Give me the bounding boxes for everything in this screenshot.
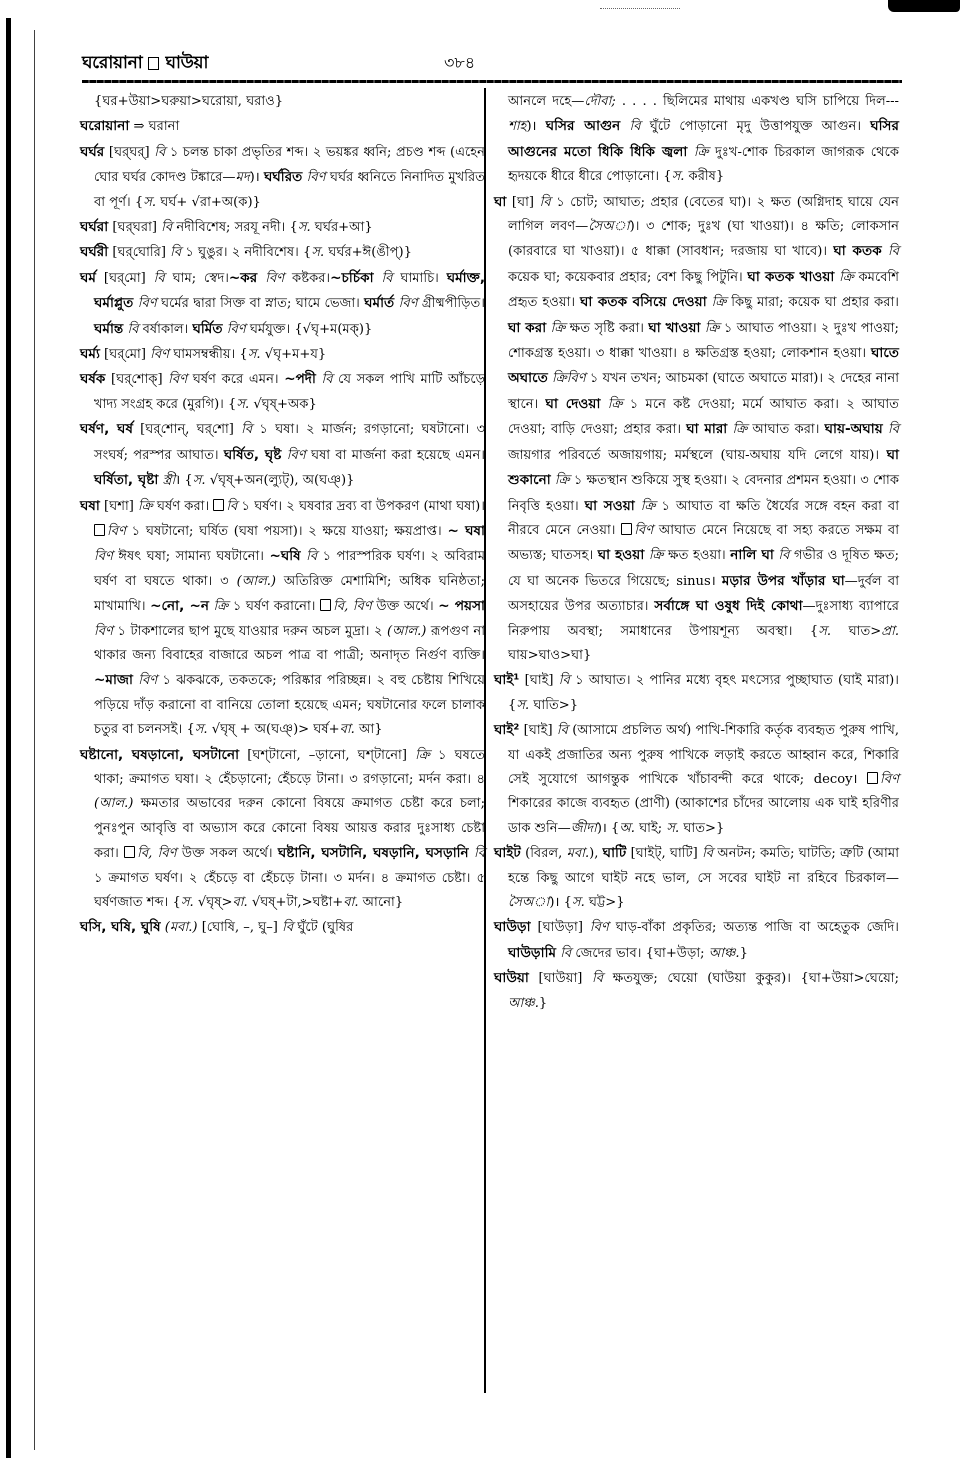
sense-box-icon bbox=[213, 499, 224, 511]
definition-text: কষ্টকর। bbox=[284, 270, 331, 286]
headword: ঘসির আগুন bbox=[545, 118, 621, 135]
definition-text: ১ চলন্ত চাকা প্রভৃতির শব্দ। ২ ভয়ঙ্কর ধ্বনি; প্রচণ্ড শব্দ (এহেন ঘোর ঘর্ঘর কোদণ্ড টঙ্কারে— bbox=[94, 144, 486, 186]
grammar-label: ক্রি bbox=[550, 320, 566, 336]
grammar-label: বি bbox=[161, 220, 173, 236]
headword: ঘষ্টানি, ঘসটানি, ঘষড়ানি, ঘসড়ানি bbox=[277, 845, 469, 862]
definition-text: ১ যখন তখন; আচমকা (ঘাতে অঘাতে মারা)। ২ দেহের নানা স্থানে। bbox=[508, 371, 899, 412]
headword: ~চর্চিকা bbox=[330, 269, 374, 286]
definition-text: ১ আঘাত বা ক্ষতি ধৈর্যের সঙ্গে বহন করা বা নীরবে মেনে নেওয়া। bbox=[508, 498, 899, 538]
definition-text: [ঘাই] bbox=[519, 673, 559, 689]
headword: ঘর্ঘর bbox=[80, 143, 105, 160]
headword: ঘর্ঘরা bbox=[80, 219, 109, 236]
definition-text: )। bbox=[526, 119, 546, 135]
definition-text: ঘর্ঘর+ঈ(ঙীপ্‌)} bbox=[324, 245, 412, 261]
dictionary-entry bbox=[80, 114, 485, 139]
definition-text: ১ টাকশালের ছাপ মুছে যাওয়ার দরুন অচল মুদ্রা। ২ bbox=[112, 623, 387, 639]
definition-text: ঘাত>} bbox=[679, 820, 725, 836]
sense-box-icon bbox=[124, 846, 135, 858]
headword: ঘাটি bbox=[602, 845, 627, 862]
scan-tab-right bbox=[888, 0, 960, 12]
grammar-label: বা. bbox=[343, 895, 359, 910]
definition-text: ১ চোট; আঘাত; প্রহার (বেতের ঘা)। ২ ক্ষত (অগ্নিদাহ ঘায়ে যেন লাগিল লবণ— bbox=[508, 194, 900, 235]
definition-text: )। { bbox=[549, 895, 572, 910]
grammar-label: বি bbox=[154, 144, 166, 160]
grammar-label: বিণ bbox=[306, 170, 326, 186]
headword: ঘাউয়া bbox=[494, 970, 529, 987]
headword: ~ ঘষা bbox=[447, 522, 485, 539]
definition-text: আঘাত মেনে নিয়েছে বা সহ্য করতে সক্ষম বা অভ্যস্ত; ঘাতসহ। bbox=[508, 522, 899, 564]
grammar-label: বিণ bbox=[398, 296, 418, 312]
definition-text: } bbox=[739, 945, 748, 961]
grammar-label: ক্রি bbox=[704, 320, 720, 336]
definition-text: ঘায়>ঘাও>ঘা} bbox=[508, 647, 592, 663]
definition-text: ১ ঘর্ষণ। ২ ঘষবার দ্রব্য বা উপকরণ (মাথা ঘষা)। bbox=[237, 498, 485, 514]
dictionary-entry bbox=[494, 915, 899, 966]
grammar-label: ক্রি bbox=[415, 747, 430, 763]
definition-text: √ঘৃ+ম+য} bbox=[260, 347, 327, 363]
grammar-label: বিণ bbox=[880, 771, 899, 787]
definition-text: [ঘর্‌ঘর্‌] bbox=[104, 144, 155, 160]
definition-text: (আসামে প্রচলিত অর্থ) পাখি-শিকারি কর্তৃক ব্যবহৃত পুরুষ পাখি, যা একই প্রজাতির অন্য পুরুষ পাখিকে লড়াই করতে আহ্বান করে, শিকারি সেই সুযোগে আগন্তুক পাখিকে খাঁচাবন্দী করে থাকে; decoy। bbox=[508, 723, 899, 787]
grammar-label: বি bbox=[381, 270, 393, 286]
grammar-label: বিণ bbox=[138, 673, 158, 689]
definition-text: যে সকল পাখি মাটি আঁচড়ে খাদ্য সংগ্রহ করে (মুরগি)। { bbox=[94, 372, 485, 412]
dictionary-entry bbox=[494, 718, 899, 841]
grammar-label: মদ bbox=[235, 170, 250, 186]
headword: ঘা bbox=[494, 193, 507, 210]
grammar-label: ক্রি bbox=[693, 144, 709, 160]
grammar-label: বি bbox=[558, 673, 570, 689]
grammar-label: বি bbox=[778, 548, 790, 564]
grammar-label: বি bbox=[560, 945, 572, 961]
headword: ~ঘষি bbox=[269, 548, 301, 565]
grammar-label: ক্রি bbox=[554, 473, 570, 489]
grammar-label: ক্রি bbox=[640, 498, 656, 514]
grammar-label: আঞ্চ. bbox=[508, 995, 539, 1011]
guide-words bbox=[82, 50, 208, 78]
grammar-label: স. bbox=[571, 895, 585, 910]
headword: ঘা কতক খাওয়া bbox=[747, 268, 835, 285]
definition-text: কয়েক ঘা; কয়েকবার প্রহার; বেশ কিছু পিটুনি। bbox=[508, 269, 748, 285]
definition-text: ১ ঘষটানো; ঘর্ষিত (ঘষা পয়সা)। ২ ক্ষয়ে যাওয়া; ক্ষয়প্রাপ্ত। bbox=[125, 523, 448, 539]
definition-text: √ঘষ্‌+টা,>ঘষ্টা+ bbox=[247, 895, 344, 910]
definition-text: ঘাত> bbox=[831, 623, 882, 639]
grammar-label: বি bbox=[702, 846, 714, 862]
grammar-label: স. bbox=[247, 347, 261, 363]
dictionary-entry bbox=[80, 494, 485, 743]
definition-text: [ঘাইট্‌, ঘাটি] bbox=[626, 846, 703, 862]
headword: ঘা দেওয়া bbox=[545, 395, 601, 412]
definition-text: শিকারের কাজে ব্যবহৃত (প্রাণী) (আকাশের চাঁদের আলোয় এক ঘাই হরিণীর ডাক শুনি— bbox=[508, 796, 899, 836]
definition-text: [ঘর্‌ঘরা] bbox=[108, 220, 162, 236]
grammar-label: ক্রিবিণ bbox=[552, 371, 586, 387]
definition-text: } bbox=[538, 995, 548, 1011]
definition-text: [ঘোষি, –, ঘু–] bbox=[197, 920, 283, 936]
dictionary-entry bbox=[80, 215, 485, 240]
headword: ঘর্মার্ত bbox=[364, 295, 395, 312]
grammar-label: বি bbox=[226, 498, 238, 514]
dictionary-entry bbox=[80, 417, 485, 493]
headword: ঘসি, ঘষি, ঘুষি bbox=[80, 919, 161, 936]
headword: ঘাই¹ bbox=[494, 672, 520, 689]
grammar-label: দৌবা; bbox=[584, 94, 616, 109]
definition-text: [ঘর্‌শোক্‌] bbox=[105, 372, 169, 388]
definition-text: ঘাতি>} bbox=[529, 697, 579, 713]
headword: ঘা মারা bbox=[686, 421, 728, 438]
definition-text: {ঘর+উয়া>ঘরুয়া>ঘরোয়া, ঘরাও} bbox=[94, 94, 284, 109]
page-header bbox=[82, 50, 902, 76]
headword: ঘর্ষক bbox=[80, 371, 106, 388]
headword: ঘষ্টানো, ঘষড়ানো, ঘসটানো bbox=[80, 746, 240, 763]
definition-text: [ঘাউয়া] bbox=[528, 971, 592, 987]
headword: ঘর্মিত bbox=[192, 320, 223, 337]
headword: মড়ার উপর খাঁড়ার ঘা bbox=[721, 572, 845, 589]
definition-text: ঘাম; স্বেদ। bbox=[164, 270, 229, 286]
headword: ঘাতে অঘাতে bbox=[508, 345, 899, 387]
definition-text: কিছু মারা; কয়েক ঘা প্রহার করা। bbox=[726, 295, 899, 311]
grammar-label: বিণ bbox=[265, 270, 285, 286]
headword: ঘর্ষণ, ঘর্ষ bbox=[80, 421, 133, 438]
grammar-label: ক্রি bbox=[138, 498, 153, 514]
grammar-label: প্রা. bbox=[881, 623, 900, 639]
headword: ঘর্ঘরী bbox=[80, 244, 109, 261]
dictionary-entry bbox=[80, 240, 485, 265]
grammar-label: বি bbox=[241, 422, 253, 438]
definition-text: ১ ঝকঝকে, তকতকে; পরিষ্কার পরিচ্ছন্ন। ২ বহু চেষ্টায় শিখিয়ে পড়িয়ে দাঁড় করানো বা বানিয়ে তোলা হয়েছে এমন; ঘষটানোর ফলে চালাক চতুর বা চলনসই। { bbox=[94, 673, 485, 738]
headword: ঘরোয়ানা bbox=[80, 118, 130, 135]
headword: সর্বাঙ্গে ঘা ওষুধ দিই কোথা bbox=[654, 598, 803, 615]
headword: ঘর্মাক্ত, ঘর্মাপ্লুত bbox=[94, 269, 485, 312]
grammar-label: সৈঅা bbox=[588, 219, 630, 235]
grammar-label: ক্রি bbox=[648, 548, 664, 564]
definition-text: জায়গার পরিবর্তে অজায়গায়; মর্মস্থলে (ঘায়-অঘায় যদি লেগে যায়)। bbox=[508, 447, 887, 463]
definition-text: )। { bbox=[596, 820, 620, 836]
grammar-label: জীদা bbox=[570, 820, 597, 836]
definition-text: ঘট্ট>} bbox=[584, 895, 625, 910]
headword: ঘা কতক বসিয়ে দেওয়া bbox=[580, 294, 707, 311]
grammar-label: বিণ bbox=[286, 447, 306, 463]
grammar-label: বি bbox=[306, 549, 318, 565]
definition-text: বর্ষাকাল। bbox=[138, 321, 193, 337]
grammar-label: স. bbox=[818, 623, 832, 639]
guide-word-last: ঘাউয়া bbox=[165, 53, 209, 73]
scan-edge-left bbox=[6, 18, 11, 1458]
definition-text: করীষ} bbox=[684, 169, 725, 185]
grammar-label: বি bbox=[473, 846, 485, 862]
headword: ঘর্ষিত, ঘৃষ্ট bbox=[223, 446, 282, 463]
grammar-label: স. bbox=[194, 722, 208, 738]
headword: ~পদী bbox=[284, 371, 316, 388]
headword: ঘর্মান্ত bbox=[94, 320, 124, 337]
headword: ঘাই² bbox=[494, 722, 520, 739]
definition-text: [ঘশ্‌টানো, –ড়ানো, ঘশ্‌টানো] bbox=[239, 747, 416, 763]
definition-text: √ঘৃষ্‌+অন(ল্যুট্‌), অ(ঘঞ্‌)} bbox=[205, 473, 355, 489]
definition-text: ঘামাচি। bbox=[392, 270, 447, 286]
definition-text: ঘর্মের দ্বারা সিক্ত বা স্নাত; ঘামে ভেজা। bbox=[156, 296, 365, 312]
headword: ঘাইট bbox=[494, 845, 521, 862]
sense-box-icon bbox=[621, 523, 632, 535]
scan-specks bbox=[600, 8, 680, 10]
definition-text: ক্ষতযুক্ত; ঘেয়ো (ঘাউয়া কুকুর)। {ঘা+উয়া>ঘেয়ো; bbox=[603, 971, 900, 987]
guide-word-first: ঘরোয়ানা bbox=[82, 53, 143, 73]
page-number: ৩৮৪ bbox=[444, 53, 476, 72]
grammar-label: (আল.) bbox=[236, 573, 277, 589]
definition-text: ঈষৎ ঘষা; সামান্য ঘষটানো। bbox=[112, 549, 270, 565]
headword: ঘসির আগুনের মতো ধিকি ধিকি জ্বলা bbox=[508, 118, 899, 160]
definition-text: ১ ঘষা। ২ মার্জন; রগড়ানো; ঘষটানো। ৩ সংঘর্ষ; পরস্পর আঘাত। bbox=[94, 422, 485, 463]
headword: ঘা খাওয়া bbox=[648, 319, 701, 336]
grammar-label: বি bbox=[321, 372, 333, 388]
grammar-label: বা. bbox=[339, 722, 355, 738]
definition-text: নদীবিশেষ; সরযূ নদী। { bbox=[172, 220, 298, 236]
definition-text: অতিরিক্ত মেশামিশি; অধিক ঘনিষ্ঠতা; মাখামাখি। bbox=[94, 573, 485, 615]
definition-text: রূপগুণ না থাকার জন্য বিবাহের বাজারে অচল পাত্র বা পাত্রী; অনাদৃত নির্গুণ ব্যক্তি। bbox=[94, 623, 485, 663]
dictionary-entry bbox=[80, 743, 485, 916]
grammar-label: স. bbox=[297, 220, 311, 236]
definition-text: ঘষা বা মার্জনা করা হয়েছে এমন। bbox=[305, 447, 485, 463]
grammar-label: বিণ bbox=[634, 522, 654, 538]
definition-text: । { bbox=[175, 473, 193, 489]
sense-box-icon bbox=[320, 599, 331, 611]
headword: ঘর্ম bbox=[80, 269, 96, 286]
definition-text: ), bbox=[589, 846, 603, 862]
grammar-label: বি bbox=[282, 920, 294, 936]
definition-text: ক্ষমতার অভাবের দরুন কোনো বিষয়ে ক্রমাগত চেষ্টা করে চলা; পুনঃপুন আবৃত্তি বা অভ্যাস করে কোনো বিষয় আয়ত্ত করার দুঃসাধ্য চেষ্টা করা। bbox=[94, 796, 485, 862]
definition-text: —দুর্বল বা অসহায়ের উপর অত্যাচার। bbox=[508, 573, 899, 615]
definition-text: (বিরল, bbox=[520, 846, 567, 862]
dictionary-entry bbox=[494, 841, 899, 915]
grammar-label: বি bbox=[170, 245, 182, 261]
definition-text: √ঘৃষ্‌> bbox=[193, 895, 233, 910]
definition-text: আঘাত করা। bbox=[747, 422, 825, 438]
definition-text: [ঘশা] bbox=[99, 498, 139, 514]
dictionary-entry bbox=[80, 915, 485, 940]
grammar-label: বি bbox=[539, 194, 551, 210]
grammar-label: (মবা.) bbox=[164, 920, 198, 936]
dictionary-entry bbox=[494, 668, 899, 718]
guide-separator-icon bbox=[148, 57, 159, 70]
definition-text bbox=[600, 397, 607, 412]
definition-text: ক্ষত সৃষ্টি করা। bbox=[565, 320, 649, 336]
grammar-label: স্ত্রী bbox=[162, 473, 176, 489]
headword: ঘষা bbox=[80, 497, 100, 514]
grammar-label: স. bbox=[180, 895, 194, 910]
definition-text: অনটন; কমতি; ঘাটতি; ত্রুটি (আমা হন্তে কিছু আগে ঘাইট নহে ভাল, সে সবের ঘাইট না রহিবে চিরকাল— bbox=[508, 846, 900, 886]
grammar-label: বি, বিণ bbox=[333, 599, 372, 615]
definition-text: ক্ষত হওয়া। bbox=[663, 548, 731, 564]
definition-text: √ঘৃষ্‌ + অ(ঘঞ্‌)> ঘর্ষ+ bbox=[207, 722, 340, 738]
definition-text: )। bbox=[249, 170, 265, 186]
grammar-label: বি bbox=[153, 270, 165, 286]
grammar-label: ক্রি bbox=[732, 422, 748, 438]
grammar-label: স. bbox=[671, 169, 685, 185]
definition-text: ১ মনে কষ্ট দেওয়া; মর্মে আঘাত করা। ২ আঘাত দেওয়া; বাড়ি দেওয়া; প্রহার করা। bbox=[508, 396, 900, 438]
dictionary-entry bbox=[80, 367, 485, 417]
headword: নালি ঘা bbox=[730, 547, 774, 564]
definition-text: [ঘর্‌শোন্‌, ঘর্‌শো] bbox=[132, 422, 242, 438]
definition-text: ঘুঁটে (ঘুষির bbox=[293, 920, 354, 936]
headword: ঘা করা bbox=[508, 319, 547, 336]
headword: ~নো, ~ন bbox=[150, 598, 209, 615]
header-rule bbox=[82, 80, 902, 83]
definition-text: জেদের ভাব। {ঘা+উড়া; bbox=[571, 945, 709, 961]
sense-box-icon bbox=[867, 772, 878, 784]
headword: ঘাউড়া bbox=[494, 919, 531, 936]
definition-text: উক্ত সকল অর্থে। bbox=[176, 846, 278, 862]
definition-text: আনো} bbox=[358, 895, 404, 910]
grammar-label: বিণ bbox=[137, 296, 157, 312]
grammar-label: বা. bbox=[232, 895, 248, 910]
grammar-label: স. bbox=[236, 396, 250, 412]
headword: ঘা কতক bbox=[833, 243, 882, 260]
grammar-label: সৈঅা bbox=[508, 895, 550, 910]
definition-text: [ঘা] bbox=[506, 194, 540, 210]
headword: ঘর্ঘরিত bbox=[264, 169, 303, 186]
definition-text: ১ আঘাত। ২ পানির মধ্যে বৃহৎ মৎস্যের পুচ্ছাঘাত (ঘাই মারা)। { bbox=[508, 673, 899, 713]
definition-text: গ্রীষ্মপীড়িত। bbox=[417, 296, 485, 312]
dictionary-entry bbox=[494, 190, 899, 669]
definition-text: ঘাই; bbox=[634, 820, 667, 836]
headword: ~ পয়সা bbox=[438, 598, 485, 615]
headword: ঘর্ম্য bbox=[80, 346, 100, 363]
definition-text: . . . . ছিলিমের মাথায় একখণ্ড ঘসি চাপিয়ে দিল--- bbox=[615, 94, 899, 109]
definition-text: ১ ঘর্ষণ করানো। bbox=[228, 599, 321, 615]
headword: ঘা হওয়া bbox=[597, 547, 645, 564]
grammar-label: বিণ bbox=[226, 321, 246, 337]
definition-text: ১ আঘাত পাওয়া। ২ দুঃখ পাওয়া; শোকগ্রস্ত হওয়া। ৩ ধাক্কা খাওয়া। ৪ ক্ষতিগ্রস্ত হওয়া; লোকশান হওয়া। bbox=[508, 320, 899, 362]
grammar-label: স. bbox=[666, 820, 680, 836]
definition-text: [ঘাউড়া] bbox=[530, 920, 590, 936]
dictionary-entry bbox=[80, 266, 485, 342]
definition-text: দুঃখ-শোক চিরকাল জাগরূক থেকে হৃদয়কে ধীরে ধীরে পোড়ানো। { bbox=[508, 144, 900, 185]
definition-text: গভীর ও দূষিত ক্ষত; যে ঘা অনেক ভিতরে গিয়েছে; sinus। bbox=[508, 548, 899, 589]
definition-text: √ঘৃষ্‌+অক} bbox=[249, 396, 317, 412]
grammar-label: বিণ bbox=[168, 372, 188, 388]
grammar-label: বিণ bbox=[94, 549, 113, 565]
grammar-label: স. bbox=[311, 245, 325, 261]
grammar-label: ক্রি bbox=[711, 295, 727, 311]
definition-text: [ঘর্‌ঘোরি] bbox=[108, 245, 171, 261]
grammar-label: ক্রি bbox=[213, 599, 229, 615]
right-column bbox=[494, 90, 899, 1016]
grammar-label: স. bbox=[192, 473, 206, 489]
definition-text: [ঘাই] bbox=[519, 723, 557, 739]
definition-text: )। ৩ শোক; দুঃখ (ঘা খাওয়া)। ৪ ক্ষতি; লোকসান (কারবারে ঘা খাওয়া)। ৫ ধাক্কা (সাবধান; দরজায় ঘা খাবে)। bbox=[508, 219, 899, 260]
definition-text: [ঘর্‌মো] bbox=[99, 347, 151, 363]
definition-text: ঘর্ঘর ধ্বনিতে নিনাদিত মুখরিত বা পূর্ণ। { bbox=[94, 170, 485, 210]
grammar-label: স. bbox=[143, 194, 157, 210]
grammar-label: ক্রি bbox=[839, 269, 854, 285]
grammar-label: বি bbox=[887, 422, 899, 438]
definition-text: আ} bbox=[354, 722, 383, 738]
definition-text: ১ ঘুঙুর। ২ নদীবিশেষ। { bbox=[181, 245, 312, 261]
grammar-label: ক্রি bbox=[607, 396, 623, 412]
dictionary-entry bbox=[494, 966, 899, 1016]
definition-text: ১ ঘষতে থাকা; ক্রমাগত ঘষা। ২ হেঁচড়ানো; হেঁচড়ে টানা। ৩ রগড়ানো; মর্দন করা। ৪ bbox=[94, 747, 485, 787]
definition-text: আনলে দহে— bbox=[508, 94, 585, 109]
grammar-label: বি, বিণ bbox=[137, 846, 177, 862]
dictionary-entry bbox=[80, 140, 485, 215]
grammar-label: বিণ bbox=[150, 347, 170, 363]
definition-text: ⇒ ঘরানা bbox=[129, 119, 180, 135]
grammar-label: বিণ bbox=[589, 920, 609, 936]
headword: ~কর bbox=[228, 269, 258, 286]
definition-text: ঘর্মযুক্ত। {√ঘৃ+ম(মক্‌)} bbox=[245, 321, 373, 337]
grammar-label: (আল.) bbox=[94, 796, 134, 812]
grammar-label: শাহ bbox=[508, 119, 527, 135]
grammar-label: আঞ্চ. bbox=[708, 945, 740, 961]
sense-box-icon bbox=[94, 524, 105, 536]
grammar-label: বিণ bbox=[107, 523, 126, 539]
definition-text: ঘামসম্বন্ধীয়। { bbox=[169, 347, 248, 363]
definition-text: [ঘর্‌মো] bbox=[95, 270, 154, 286]
grammar-label: (আল.) bbox=[387, 623, 427, 639]
headword: ~মাজা bbox=[94, 672, 133, 689]
entry-continuation bbox=[80, 90, 485, 114]
entry-continuation bbox=[494, 90, 899, 190]
grammar-label: বিণ bbox=[94, 623, 113, 639]
headword: ঘা শুকানো bbox=[508, 446, 899, 489]
left-column bbox=[80, 90, 485, 941]
definition-text: ঘর্ঘ+ √রা+অ(ক)} bbox=[156, 194, 261, 210]
scan-edge-left-line bbox=[34, 30, 35, 1450]
definition-text: উক্ত অর্থে। bbox=[371, 599, 439, 615]
definition-text: —দুঃসাধ্য ব্যাপারে নিরুপায় অবস্থা; সমাধানের উপায়শূন্য অবস্থা। { bbox=[508, 599, 900, 639]
grammar-label: বি bbox=[887, 244, 899, 260]
definition-text: ১ ক্রমাগত ঘর্ষণ। ২ হেঁচড়ে বা হেঁচড়ে টানা। ৩ মর্দন। ৪ ক্রমাগত চেষ্টা। ৫ ঘর্ষণজাত শব্দ। { bbox=[94, 870, 485, 910]
grammar-label: মবা. bbox=[566, 846, 590, 862]
definition-text: ১ পারস্পরিক ঘর্ষণ। ২ অবিরাম ঘর্ষণ বা ঘষতে থাকা। ৩ bbox=[94, 549, 486, 589]
grammar-label: বি bbox=[556, 723, 568, 739]
grammar-label: বি bbox=[629, 119, 641, 135]
grammar-label: বি bbox=[592, 971, 604, 987]
headword: ঘায়-অঘায় bbox=[824, 421, 883, 438]
definition-text: কমবেশি প্রহৃত হওয়া। bbox=[508, 269, 899, 311]
grammar-label: বি bbox=[127, 321, 139, 337]
definition-text: ঘর্ঘর+আ} bbox=[310, 220, 373, 236]
headword: ঘর্ষিতা, ঘৃষ্টা bbox=[94, 472, 159, 489]
grammar-label: অ. bbox=[619, 820, 635, 836]
definition-text: ঘর্ষণ করা। bbox=[152, 498, 214, 514]
definition-text: ১ ক্ষতস্থান শুকিয়ে সুস্থ হওয়া। ২ বেদনার প্রশমন হওয়া। ৩ শোক নিবৃত্তি হওয়া। bbox=[508, 473, 899, 514]
headword: ঘাউড়ামি bbox=[508, 944, 557, 961]
definition-text: ঘাড়-বাঁকা প্রকৃতির; অত্যন্ত পাজি বা অহেতুক জেদি। bbox=[608, 920, 899, 936]
definition-text: ঘুঁটে পোড়ানো মৃদু উত্তাপযুক্ত আগুন। bbox=[640, 119, 871, 135]
grammar-label: স. bbox=[516, 697, 530, 713]
dictionary-entry bbox=[80, 342, 485, 367]
definition-text: ঘর্ষণ করে এমন। bbox=[187, 372, 285, 388]
headword: ঘা সওয়া bbox=[584, 497, 635, 514]
